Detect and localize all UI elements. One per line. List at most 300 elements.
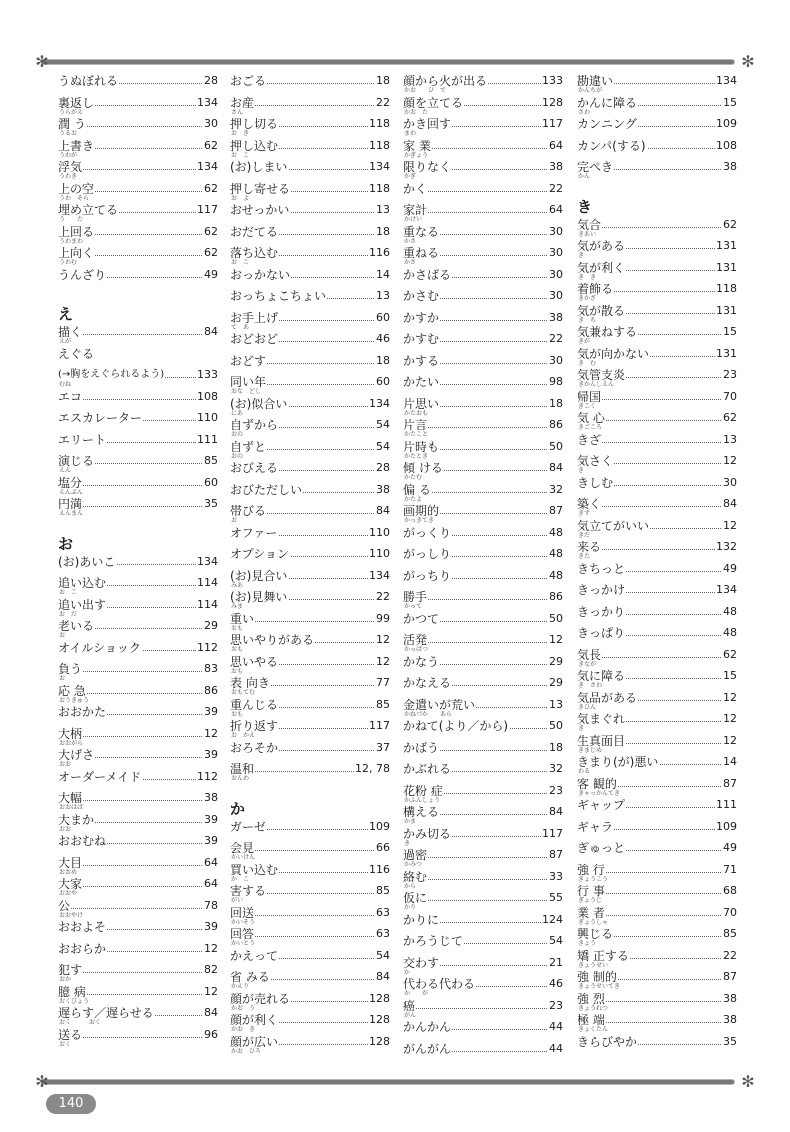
index-entry bbox=[577, 992, 737, 1014]
entry-term: かりに bbox=[403, 912, 440, 927]
entry-page-ref: 39 bbox=[204, 812, 218, 826]
entry-page-ref: 86 bbox=[549, 418, 563, 431]
index-column-3 bbox=[403, 74, 563, 1063]
entry-term: かさむ bbox=[403, 289, 440, 303]
index-entry bbox=[58, 899, 218, 921]
entry-furigana: かいとう bbox=[231, 940, 256, 947]
entry-page-ref: 54 bbox=[376, 439, 390, 453]
entry-furigana: かみつ bbox=[404, 861, 422, 868]
entry-term: エスカレーター bbox=[58, 411, 143, 425]
entry-page-ref: 48 bbox=[549, 547, 563, 560]
entry-furigana: きかざ bbox=[578, 295, 597, 302]
entry-term: おびえる bbox=[230, 461, 279, 475]
entry-term: 自ずから bbox=[230, 418, 279, 432]
entry-furigana: お bbox=[59, 632, 66, 639]
entry-term: 公 bbox=[58, 898, 71, 913]
entry-term: おびただしい bbox=[230, 482, 303, 497]
index-entry bbox=[403, 1020, 563, 1042]
entry-furigana: おくびょう bbox=[59, 997, 90, 1005]
entry-term: おどす bbox=[230, 353, 267, 368]
entry-page-ref: 133 bbox=[197, 368, 218, 381]
entry-furigana: おもてむ bbox=[231, 689, 256, 696]
index-entry bbox=[58, 325, 218, 347]
entry-page-ref: 50 bbox=[549, 719, 563, 732]
entry-furigana: お こ bbox=[231, 259, 250, 266]
entry-term: 臆 病 bbox=[58, 984, 86, 999]
index-entry bbox=[403, 934, 563, 956]
index-entry bbox=[403, 569, 563, 591]
entry-furigana: がん bbox=[404, 1011, 417, 1019]
entry-term: 円満 bbox=[58, 497, 83, 511]
entry-page-ref: 15 bbox=[723, 669, 737, 682]
entry-page-ref: 12 bbox=[723, 454, 737, 467]
index-column-1 bbox=[58, 74, 218, 1049]
entry-page-ref: 64 bbox=[549, 203, 563, 216]
entry-term: きしむ bbox=[577, 475, 614, 490]
entry-term: 気管支炎 bbox=[577, 368, 626, 382]
entry-furigana: きなが bbox=[578, 660, 597, 668]
entry-furigana: かぎょう bbox=[404, 151, 429, 159]
index-entry bbox=[58, 1006, 218, 1028]
entry-term: 追い込む bbox=[58, 576, 107, 590]
entry-page-ref: 38 bbox=[376, 482, 390, 496]
entry-page-ref: 22 bbox=[376, 590, 390, 603]
index-entry bbox=[577, 74, 737, 96]
entry-furigana: きょうせい bbox=[578, 961, 609, 969]
entry-term: 家 業 bbox=[403, 138, 431, 153]
index-entry bbox=[577, 626, 737, 648]
index-entry bbox=[403, 655, 563, 677]
entry-term: 上の空 bbox=[58, 181, 95, 196]
index-entry bbox=[58, 791, 218, 813]
entry-page-ref: 68 bbox=[723, 884, 737, 897]
entry-term: うぬぼれる bbox=[58, 74, 119, 88]
entry-page-ref: 117 bbox=[369, 719, 390, 732]
entry-term: おおかた bbox=[58, 705, 107, 719]
entry-page-ref: 134 bbox=[369, 396, 390, 410]
entry-page-ref: 112 bbox=[197, 769, 218, 783]
entry-page-ref: 66 bbox=[376, 841, 390, 854]
index-entry bbox=[58, 705, 218, 727]
entry-furigana: かんちが bbox=[578, 87, 603, 94]
entry-page-ref: 39 bbox=[204, 748, 218, 761]
entry-page-ref: 87 bbox=[723, 970, 737, 983]
index-entry bbox=[403, 612, 563, 634]
entry-furigana: かっぱつ bbox=[404, 646, 429, 653]
bottom-divider bbox=[42, 1080, 734, 1084]
entry-furigana: うらがえ bbox=[59, 108, 84, 116]
entry-furigana: むね bbox=[59, 381, 72, 388]
ornament-top-left: ✻ bbox=[35, 52, 49, 71]
index-entry bbox=[577, 841, 737, 863]
entry-term: 顔が広い bbox=[230, 1034, 279, 1049]
entry-furigana: かお き bbox=[231, 1026, 256, 1033]
index-entry bbox=[230, 117, 390, 139]
entry-term: 着飾る bbox=[577, 282, 614, 296]
ornament-top-right: ✻ bbox=[741, 52, 755, 71]
index-entry bbox=[577, 239, 737, 261]
entry-term: 顔が利く bbox=[230, 1013, 279, 1027]
entry-page-ref: 38 bbox=[723, 160, 737, 173]
index-entry bbox=[577, 970, 737, 992]
entry-furigana: おお bbox=[59, 825, 72, 833]
entry-term: かえって bbox=[230, 948, 279, 963]
index-entry bbox=[58, 368, 218, 390]
index-entry bbox=[403, 225, 563, 247]
index-entry bbox=[230, 612, 390, 634]
entry-page-ref: 38 bbox=[204, 791, 218, 804]
entry-page-ref: 84 bbox=[376, 970, 390, 983]
entry-term: うんざり bbox=[58, 267, 107, 282]
entry-furigana: まわ bbox=[404, 130, 417, 137]
entry-term: 交わす bbox=[403, 955, 440, 970]
entry-furigana: お bbox=[59, 675, 66, 682]
entry-term: 勘違い bbox=[577, 74, 614, 88]
index-entry bbox=[403, 848, 563, 870]
entry-term: 強 行 bbox=[577, 862, 605, 877]
entry-furigana: きょうれつ bbox=[578, 1004, 608, 1012]
entry-page-ref: 39 bbox=[204, 705, 218, 718]
entry-page-ref: 12 bbox=[549, 633, 563, 646]
entry-furigana: うわ そら bbox=[59, 194, 90, 202]
index-entry bbox=[577, 304, 737, 326]
index-entry bbox=[58, 347, 218, 369]
index-entry bbox=[230, 1035, 390, 1057]
entry-furigana: き む bbox=[578, 359, 597, 367]
entry-term: かぶれる bbox=[403, 762, 452, 776]
index-entry bbox=[403, 160, 563, 182]
entry-page-ref: 22 bbox=[549, 181, 563, 195]
entry-term: 大家 bbox=[58, 877, 83, 891]
index-entry bbox=[58, 96, 218, 118]
entry-term: 業 者 bbox=[577, 905, 605, 920]
entry-term: 気合 bbox=[577, 217, 602, 232]
dot-leader bbox=[403, 1008, 563, 1009]
page-number-badge: 140 bbox=[46, 1094, 96, 1114]
index-entry bbox=[577, 390, 737, 412]
entry-term: きっぱり bbox=[577, 626, 626, 640]
entry-term: 客 観的 bbox=[577, 776, 617, 791]
entry-term: きらびやか bbox=[577, 1034, 638, 1049]
entry-page-ref: 60 bbox=[376, 375, 390, 388]
entry-term: がんがん bbox=[403, 1041, 452, 1056]
entry-page-ref: 18 bbox=[376, 74, 390, 87]
entry-page-ref: 30 bbox=[549, 224, 563, 238]
index-entry bbox=[230, 461, 390, 483]
entry-term: 大柄 bbox=[58, 726, 83, 741]
entry-term: かすか bbox=[403, 310, 440, 325]
entry-page-ref: 118 bbox=[716, 282, 737, 295]
index-entry bbox=[230, 375, 390, 397]
entry-furigana: うるお bbox=[59, 130, 78, 137]
entry-page-ref: 131 bbox=[716, 260, 737, 274]
entry-furigana: きかんしえん bbox=[578, 381, 615, 388]
section-heading-label: か bbox=[230, 799, 246, 818]
entry-term: 過密 bbox=[403, 848, 428, 862]
index-entry bbox=[58, 74, 218, 96]
entry-page-ref: 112 bbox=[197, 640, 218, 654]
index-entry bbox=[58, 225, 218, 247]
entry-furigana: おも bbox=[231, 710, 244, 718]
entry-term: かすむ bbox=[403, 332, 440, 346]
entry-page-ref: 48 bbox=[549, 568, 563, 582]
section-heading bbox=[230, 784, 390, 820]
entry-term: 回答 bbox=[230, 927, 255, 941]
index-entry bbox=[403, 1042, 563, 1064]
entry-furigana: きず bbox=[578, 510, 591, 517]
entry-term: 思いやりがある bbox=[230, 633, 315, 647]
entry-page-ref: 111 bbox=[197, 432, 218, 446]
entry-page-ref: 128 bbox=[542, 95, 563, 109]
index-entry bbox=[403, 891, 563, 913]
entry-term: おごる bbox=[230, 74, 267, 88]
entry-term: 絡む bbox=[403, 869, 428, 884]
index-entry bbox=[577, 476, 737, 498]
entry-term: ギャラ bbox=[577, 819, 614, 834]
index-entry bbox=[577, 325, 737, 347]
index-entry bbox=[230, 526, 390, 548]
entry-term: 大幅 bbox=[58, 791, 83, 805]
entry-term: 強 制的 bbox=[577, 970, 617, 984]
entry-page-ref: 77 bbox=[376, 676, 390, 689]
entry-term: 塩分 bbox=[58, 475, 83, 490]
index-entry bbox=[58, 770, 218, 792]
entry-page-ref: 37 bbox=[376, 740, 390, 754]
index-entry bbox=[230, 970, 390, 992]
entry-page-ref: 30 bbox=[549, 353, 563, 367]
entry-page-ref: 48 bbox=[723, 604, 737, 618]
entry-term: 上回る bbox=[58, 224, 95, 239]
entry-page-ref: 33 bbox=[549, 869, 563, 883]
entry-term: がっくり bbox=[403, 525, 452, 540]
index-entry bbox=[230, 927, 390, 949]
index-entry bbox=[58, 662, 218, 684]
entry-furigana: きが bbox=[578, 338, 591, 345]
entry-term: かき回す bbox=[403, 117, 452, 131]
index-entry bbox=[577, 755, 737, 777]
index-entry bbox=[403, 999, 563, 1021]
index-entry bbox=[577, 117, 737, 139]
entry-term: エリート bbox=[58, 432, 107, 447]
index-entry bbox=[577, 562, 737, 584]
entry-page-ref: 133 bbox=[542, 74, 563, 87]
index-entry bbox=[58, 411, 218, 433]
entry-page-ref: 49 bbox=[723, 841, 737, 854]
entry-page-ref: 12 bbox=[723, 518, 737, 532]
entry-page-ref: 128 bbox=[369, 991, 390, 1005]
index-entry bbox=[230, 762, 390, 784]
entry-furigana: うわまわ bbox=[59, 237, 84, 245]
index-entry bbox=[403, 397, 563, 419]
entry-furigana: かたむ bbox=[404, 474, 423, 481]
entry-term: (お)しまい bbox=[230, 160, 288, 174]
entry-page-ref: 39 bbox=[204, 834, 218, 847]
index-entry bbox=[230, 246, 390, 268]
entry-furigana: おうきゅう bbox=[59, 696, 90, 704]
index-entry bbox=[577, 777, 737, 799]
entry-furigana: えが bbox=[59, 338, 72, 345]
entry-furigana: かいけん bbox=[231, 854, 256, 861]
entry-furigana: きあい bbox=[578, 230, 597, 238]
entry-term: 仮に bbox=[403, 891, 428, 905]
entry-term: オイルショック bbox=[58, 640, 141, 655]
entry-term: 送る bbox=[58, 1027, 83, 1042]
index-entry bbox=[58, 576, 218, 598]
entry-term: (お)あいこ bbox=[58, 554, 116, 569]
entry-term: 片言 bbox=[403, 418, 428, 432]
entry-term: (→胸をえぐられるよう) bbox=[58, 369, 165, 380]
index-entry bbox=[58, 203, 218, 225]
ornament-bottom-right: ✻ bbox=[741, 1072, 755, 1091]
index-entry bbox=[403, 96, 563, 118]
entry-term: 片思い bbox=[403, 396, 440, 411]
entry-term: きっかり bbox=[577, 604, 626, 619]
entry-page-ref: 12 bbox=[723, 712, 737, 725]
index-entry bbox=[230, 841, 390, 863]
entry-page-ref: 85 bbox=[723, 927, 737, 940]
entry-term: 活発 bbox=[403, 633, 428, 647]
entry-term: 気が利く bbox=[577, 260, 626, 275]
entry-furigana: がい bbox=[231, 897, 244, 904]
entry-term: 大目 bbox=[58, 855, 83, 870]
entry-furigana: えんまん bbox=[59, 510, 84, 517]
entry-term: 築く bbox=[577, 497, 602, 511]
entry-term: おっちょこちょい bbox=[230, 289, 327, 303]
index-entry bbox=[58, 182, 218, 204]
entry-furigana: きた bbox=[578, 553, 591, 560]
entry-page-ref: 109 bbox=[716, 819, 737, 833]
index-entry bbox=[577, 906, 737, 928]
entry-term: 犯す bbox=[58, 963, 83, 977]
entry-page-ref: 29 bbox=[204, 619, 218, 632]
index-entry bbox=[58, 390, 218, 412]
entry-term: 気兼ねする bbox=[577, 325, 638, 339]
entry-term: 気品がある bbox=[577, 690, 638, 705]
entry-furigana: みま bbox=[231, 603, 244, 610]
entry-page-ref: 131 bbox=[716, 303, 737, 317]
entry-furigana: おな どし bbox=[231, 388, 262, 395]
entry-page-ref: 12 bbox=[204, 726, 218, 740]
entry-page-ref: 114 bbox=[197, 597, 218, 611]
entry-furigana: き bbox=[578, 252, 585, 259]
entry-page-ref: 83 bbox=[204, 662, 218, 675]
entry-page-ref: 118 bbox=[369, 181, 390, 195]
entry-term: 来る bbox=[577, 540, 602, 554]
index-entry bbox=[403, 719, 563, 741]
index-entry bbox=[577, 798, 737, 820]
entry-page-ref: 128 bbox=[369, 1013, 390, 1026]
entry-page-ref: 14 bbox=[376, 267, 390, 281]
entry-term: 温和 bbox=[230, 762, 255, 776]
index-entry bbox=[403, 311, 563, 333]
index-entry bbox=[403, 483, 563, 505]
entry-page-ref: 134 bbox=[369, 160, 390, 173]
entry-furigana: き き bbox=[578, 273, 597, 281]
index-entry bbox=[230, 884, 390, 906]
entry-furigana: きょうこう bbox=[578, 875, 609, 883]
entry-furigana: かって bbox=[404, 603, 423, 610]
entry-page-ref: 62 bbox=[723, 647, 737, 661]
entry-furigana: かぎ bbox=[404, 173, 417, 180]
entry-page-ref: 38 bbox=[549, 160, 563, 173]
index-entry bbox=[403, 289, 563, 311]
entry-page-ref: 87 bbox=[549, 504, 563, 517]
entry-term: 完ぺき bbox=[577, 160, 614, 174]
entry-term: 極 端 bbox=[577, 1013, 605, 1027]
entry-term: 偏 る bbox=[403, 482, 431, 497]
entry-term: 気 心 bbox=[577, 411, 605, 425]
index-entry bbox=[403, 139, 563, 161]
entry-page-ref: 109 bbox=[369, 819, 390, 833]
entry-term: オーダーメイド bbox=[58, 769, 142, 784]
entry-page-ref: 87 bbox=[723, 776, 737, 790]
entry-term: 構える bbox=[403, 805, 440, 819]
entry-page-ref: 18 bbox=[376, 224, 390, 238]
entry-furigana: お だ bbox=[59, 610, 78, 618]
entry-furigana: えんぶん bbox=[59, 488, 84, 496]
entry-term: 同い年 bbox=[230, 375, 267, 389]
index-entry bbox=[58, 813, 218, 835]
entry-furigana: うわが bbox=[59, 151, 78, 159]
index-entry bbox=[58, 684, 218, 706]
entry-term: かく bbox=[403, 181, 428, 196]
entry-term: 重ねる bbox=[403, 246, 440, 260]
entry-page-ref: 30 bbox=[549, 267, 563, 281]
entry-furigana: きだ bbox=[578, 531, 591, 539]
entry-term: 気が向かない bbox=[577, 346, 650, 361]
index-entry bbox=[58, 268, 218, 290]
index-entry bbox=[230, 719, 390, 741]
entry-page-ref: 84 bbox=[204, 325, 218, 338]
entry-term: おだてる bbox=[230, 224, 279, 239]
top-divider bbox=[42, 60, 734, 64]
index-entry bbox=[403, 956, 563, 978]
entry-page-ref: 38 bbox=[723, 991, 737, 1005]
entry-page-ref: 132 bbox=[716, 540, 737, 553]
index-entry bbox=[58, 555, 218, 577]
entry-term: えぐる bbox=[58, 346, 95, 361]
entry-term: 負う bbox=[58, 662, 83, 676]
entry-page-ref: 30 bbox=[204, 117, 218, 130]
index-entry bbox=[230, 590, 390, 612]
index-entry bbox=[230, 949, 390, 971]
entry-page-ref: 35 bbox=[723, 1034, 737, 1048]
entry-page-ref: 54 bbox=[376, 418, 390, 431]
entry-furigana: かま bbox=[404, 818, 417, 825]
entry-furigana: かたとき bbox=[404, 452, 429, 460]
entry-page-ref: 84 bbox=[723, 497, 737, 510]
entry-furigana: ぎょうじ bbox=[578, 897, 603, 904]
entry-page-ref: 62 bbox=[204, 224, 218, 238]
index-entry bbox=[58, 246, 218, 268]
entry-page-ref: 70 bbox=[723, 389, 737, 403]
entry-page-ref: 14 bbox=[723, 755, 737, 768]
entry-page-ref: 60 bbox=[204, 475, 218, 489]
entry-page-ref: 84 bbox=[549, 805, 563, 818]
entry-term: 重い bbox=[230, 611, 255, 626]
index-entry bbox=[577, 583, 737, 605]
entry-term: 気長 bbox=[577, 647, 602, 662]
entry-furigana: きこく bbox=[578, 402, 597, 410]
entry-page-ref: 54 bbox=[376, 948, 390, 962]
index-entry bbox=[577, 927, 737, 949]
entry-page-ref: 18 bbox=[549, 396, 563, 410]
entry-page-ref: 134 bbox=[197, 95, 218, 109]
entry-term: 傾 ける bbox=[403, 461, 443, 475]
entry-page-ref: 108 bbox=[716, 138, 737, 152]
dot-leader bbox=[58, 908, 218, 909]
entry-page-ref: 22 bbox=[376, 95, 390, 109]
